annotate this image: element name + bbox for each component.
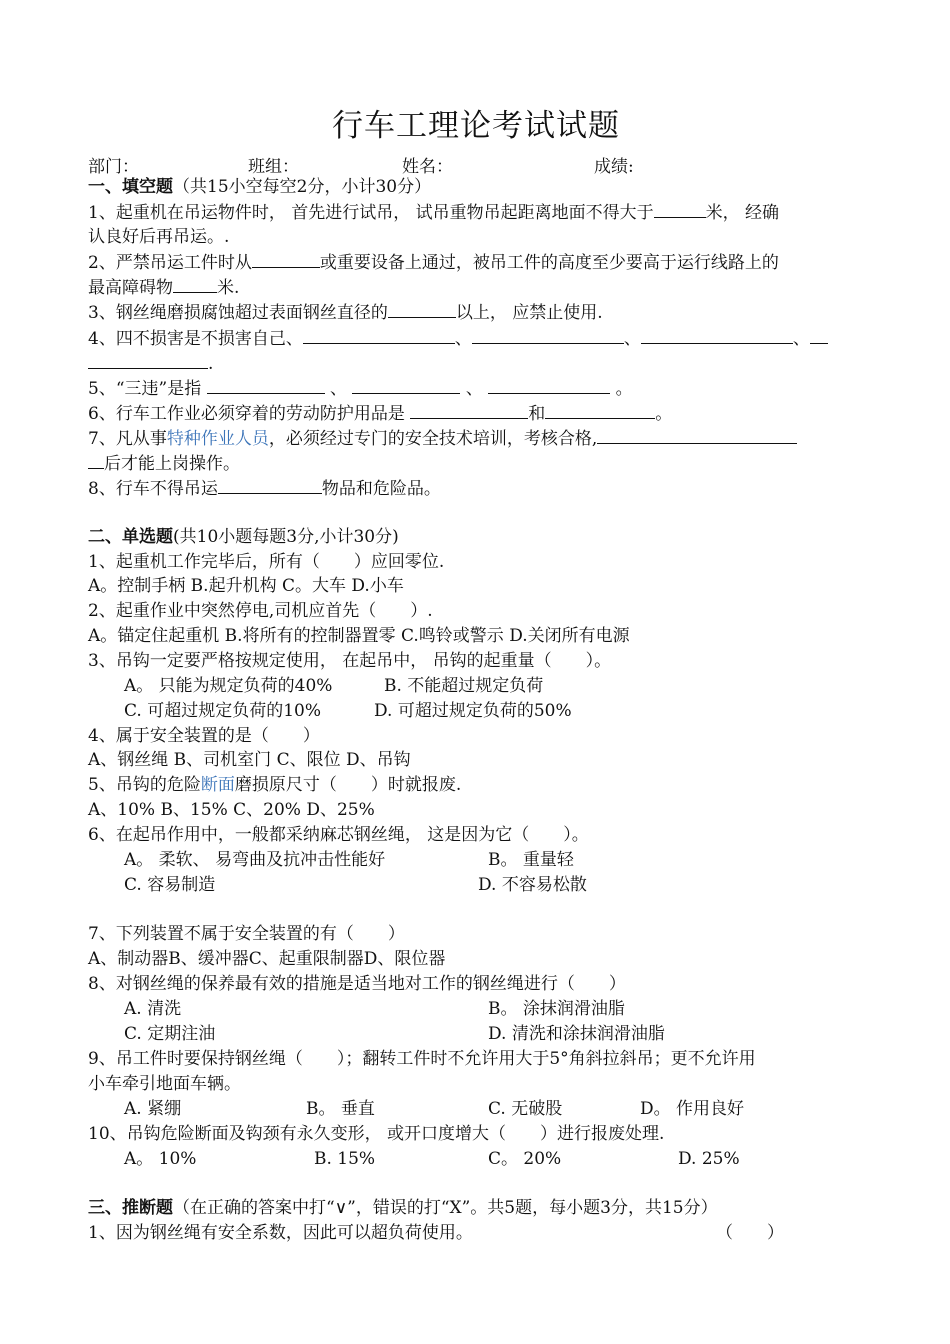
mc-question-6: 6、在起吊作用中，一般都采纳麻芯钢丝绳， 这是因为它（ ）。 xyxy=(88,825,589,845)
section-heading: 二、单选题 xyxy=(88,527,173,547)
section-note: (共10小题每题3分,小计30分) xyxy=(173,527,399,547)
question-1: 1、起重机在吊运物件时， 首先进行试吊， 试吊重物吊起距离地面不得大于 米， 经确 xyxy=(88,200,864,225)
mc-options-5: A、10% B、15% C、20% D、25% xyxy=(88,800,375,820)
question-4-cont: . xyxy=(88,351,864,376)
team-label: 班组： xyxy=(248,157,299,177)
dept-label: 部门： xyxy=(88,157,139,177)
answer-blank[interactable] xyxy=(810,326,828,344)
answer-blank[interactable] xyxy=(488,376,610,394)
answer-blank[interactable] xyxy=(252,250,320,268)
answer-blank[interactable] xyxy=(654,200,706,218)
tf-question-1: 1、因为钢丝绳有安全系数，因此可以超负荷使用。 （ ） xyxy=(88,1223,784,1243)
mc-options-4: A、钢丝绳 B、司机室门 C、限位 D、吊钩 xyxy=(88,750,411,770)
section-heading: 一、填空题 xyxy=(88,177,173,197)
score-label: 成绩: xyxy=(594,157,634,177)
mc-question-8: 8、对钢丝绳的保养最有效的措施是适当地对工作的钢丝绳进行（ ） xyxy=(88,974,626,994)
section-judge-heading xyxy=(88,1196,864,1220)
answer-blank[interactable] xyxy=(173,275,217,293)
mc-options-7: A、制动器B、缓冲器C、起重限制器D、限位器 xyxy=(88,949,446,969)
question-7: 7、凡从事特种作业人员，必须经过专门的安全技术培训，考核合格, xyxy=(88,426,864,451)
answer-blank[interactable] xyxy=(303,326,455,344)
mc-question-1: 1、起重机工作完毕后，所有（ ）应回零位. xyxy=(88,552,445,572)
question-3: 3、钢丝绳磨损腐蚀超过表面钢丝直径的 以上， 应禁止使用. xyxy=(88,300,864,325)
section-fill-heading xyxy=(88,175,864,199)
section-note: （在正确的答案中打“∨”，错误的打“X”。共5题，每小题3分，共15分） xyxy=(173,1198,718,1218)
question-7-cont: 后才能上岗操作。 xyxy=(88,451,864,476)
question-1-cont: 认良好后再吊运。. xyxy=(88,227,230,247)
answer-blank[interactable] xyxy=(207,376,325,394)
answer-blank[interactable] xyxy=(545,401,655,419)
mc-question-4: 4、属于安全装置的是（ ） xyxy=(88,726,320,746)
mc-question-9: 9、吊工件时要保持钢丝绳（ ）；翻转工件时不允许用大于5°角斜拉斜吊；更不允许用 xyxy=(88,1049,756,1069)
answer-blank[interactable] xyxy=(388,300,456,318)
answer-paren[interactable]: （ ） xyxy=(716,1223,784,1243)
question-6: 6、行车工作业必须穿着的劳动防护用品是 和 。 xyxy=(88,401,864,426)
question-4: 4、四不损害是不损害自己、 、 、 、 xyxy=(88,326,864,351)
mc-question-9-cont: 小车牵引地面车辆。 xyxy=(88,1074,241,1094)
question-5: 5、“三违”是指 、 、 。 xyxy=(88,376,864,401)
header-fields xyxy=(88,152,864,176)
mc-options-1: A。控制手柄 B.起升机构 C。大车 D.小车 xyxy=(88,576,404,596)
mc-question-3: 3、吊钩一定要严格按规定使用， 在起吊中， 吊钩的起重量（ ）。 xyxy=(88,651,612,671)
answer-blank[interactable] xyxy=(472,326,624,344)
section-note: （共15小空每空2分，小计30分） xyxy=(173,177,432,197)
mc-question-5: 5、吊钩的危险断面磨损原尺寸（ ）时就报废. xyxy=(88,775,462,795)
answer-blank[interactable] xyxy=(88,451,104,469)
section-link[interactable]: 断面 xyxy=(200,775,235,795)
mc-question-10: 10、吊钩危险断面及钩颈有永久变形， 或开口度增大（ ）进行报废处理. xyxy=(88,1124,665,1144)
mc-question-2: 2、起重作业中突然停电,司机应首先（ ）. xyxy=(88,601,433,621)
section-choice-heading xyxy=(88,525,864,549)
question-2: 2、严禁吊运工件时从 或重要设备上通过，被吊工件的高度至少要高于运行线路上的 xyxy=(88,250,864,275)
answer-blank[interactable] xyxy=(641,326,793,344)
question-8: 8、行车不得吊运 物品和危险品。 xyxy=(88,476,864,501)
answer-blank[interactable] xyxy=(410,401,528,419)
answer-blank[interactable] xyxy=(218,476,322,494)
answer-blank[interactable] xyxy=(597,426,797,444)
mc-question-7: 7、下列装置不属于安全装置的有（ ） xyxy=(88,924,405,944)
mc-options-2: A。锚定住起重机 B.将所有的控制器置零 C.鸣铃或警示 D.关闭所有电源 xyxy=(88,626,630,646)
answer-blank[interactable] xyxy=(352,376,460,394)
special-worker-link[interactable]: 特种作业人员 xyxy=(166,429,269,449)
question-2-cont: 最高障碍物 米. xyxy=(88,275,864,300)
answer-blank[interactable] xyxy=(88,351,208,369)
name-label: 姓名： xyxy=(402,157,453,177)
page-title: 行车工理论考试试题 xyxy=(332,108,620,144)
section-heading: 三、推断题 xyxy=(88,1198,173,1218)
